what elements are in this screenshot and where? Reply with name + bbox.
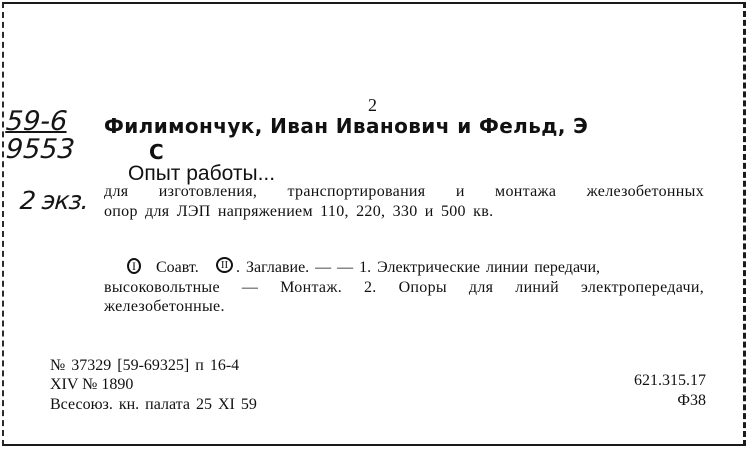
tracing-line-2: высоковольтные — Монтаж. 2. Опоры для линий электропередачи, [104, 279, 704, 296]
tracing-coauthor-label: Соавт. [156, 259, 199, 276]
footer-chamber-line: Всесоюз. кн. палата 25 XI 59 [50, 396, 257, 413]
handwritten-copies: 2 экз. [18, 186, 89, 215]
tracing-marker-2: II [216, 257, 233, 273]
udc-number: 621.315.17 [634, 372, 706, 389]
subtitle-line-2: опор для ЛЭП напряжением 110, 220, 330 и 500 кв. [104, 203, 494, 220]
tracing-marker-1: I [127, 258, 141, 274]
subtitle-line-1: для изготовления, транспортирования и монтажа железобетонных [104, 183, 704, 200]
title-line: Опыт работы... [128, 162, 276, 185]
handwritten-code-bottom: 9553 [4, 134, 76, 165]
handwritten-code-top: 59-6 [4, 106, 69, 137]
author-line: Филимончук, Иван Иванович и Фельд, Э [104, 114, 589, 138]
shelfmark: Ф38 [677, 392, 706, 409]
author-suffix: С [149, 140, 164, 164]
page-number: 2 [368, 95, 377, 115]
tracing-line-3: железобетонные. [104, 298, 225, 315]
tracing-line-1: . Заглавие. — — 1. Электрические линии передачи, [236, 259, 601, 276]
footer-number-line: № 37329 [59-69325] п 16-4 [50, 357, 240, 374]
footer-volume-line: XIV № 1890 [50, 376, 134, 393]
